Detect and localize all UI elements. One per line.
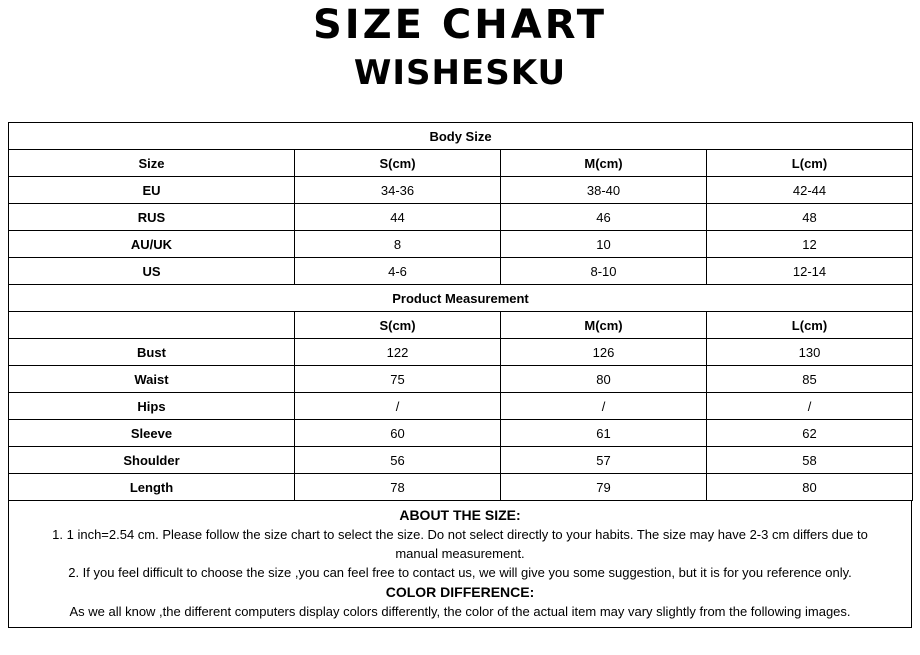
row-label-us: US [9, 258, 295, 285]
size-chart-table-wrap [8, 122, 912, 628]
table-row [9, 204, 913, 231]
cell-us-l: 12-14 [707, 258, 913, 285]
column-header-measurement-s: S(cm) [295, 312, 501, 339]
cell-eu-m: 38-40 [501, 177, 707, 204]
cell-us-s: 4-6 [295, 258, 501, 285]
column-header-m: M(cm) [501, 150, 707, 177]
row-label-hips: Hips [9, 393, 295, 420]
table-row [9, 150, 913, 177]
table-row [9, 258, 913, 285]
cell-length-m: 79 [501, 474, 707, 501]
cell-hips-s: / [295, 393, 501, 420]
cell-rus-s: 44 [295, 204, 501, 231]
column-header-s: S(cm) [295, 150, 501, 177]
cell-waist-l: 85 [707, 366, 913, 393]
table-row [9, 366, 913, 393]
cell-eu-s: 34-36 [295, 177, 501, 204]
cell-waist-s: 75 [295, 366, 501, 393]
table-row [9, 420, 913, 447]
cell-shoulder-m: 57 [501, 447, 707, 474]
row-label-waist: Waist [9, 366, 295, 393]
cell-rus-m: 46 [501, 204, 707, 231]
section-heading-body-size: Body Size [9, 123, 913, 150]
column-header-measurement-l: L(cm) [707, 312, 913, 339]
cell-hips-m: / [501, 393, 707, 420]
row-label-rus: RUS [9, 204, 295, 231]
about-the-size-line-2: 2. If you feel difficult to choose the size ,you can feel free to contact us, we will give you some suggestion, but it is for you reference only. [68, 565, 852, 580]
table-row [9, 339, 913, 366]
row-label-bust: Bust [9, 339, 295, 366]
cell-rus-l: 48 [707, 204, 913, 231]
column-header-size: Size [9, 150, 295, 177]
row-label-length: Length [9, 474, 295, 501]
cell-length-s: 78 [295, 474, 501, 501]
table-row [9, 285, 913, 312]
about-the-size-line-1: 1. 1 inch=2.54 cm. Please follow the size chart to select the size. Do not select directly to your habits. The size may have 2-3 cm differs due to [52, 527, 868, 542]
cell-eu-l: 42-44 [707, 177, 913, 204]
cell-au-uk-s: 8 [295, 231, 501, 258]
cell-shoulder-s: 56 [295, 447, 501, 474]
title-block [0, 0, 920, 94]
cell-waist-m: 80 [501, 366, 707, 393]
table-row [9, 312, 913, 339]
column-header-measurement-blank [9, 312, 295, 339]
cell-us-m: 8-10 [501, 258, 707, 285]
row-label-shoulder: Shoulder [9, 447, 295, 474]
cell-au-uk-m: 10 [501, 231, 707, 258]
section-heading-product-measurement: Product Measurement [9, 285, 913, 312]
cell-shoulder-l: 58 [707, 447, 913, 474]
cell-bust-l: 130 [707, 339, 913, 366]
column-header-l: L(cm) [707, 150, 913, 177]
about-the-size-title: ABOUT THE SIZE: [399, 507, 521, 523]
row-label-eu: EU [9, 177, 295, 204]
cell-sleeve-l: 62 [707, 420, 913, 447]
cell-bust-s: 122 [295, 339, 501, 366]
color-difference-title: COLOR DIFFERENCE: [385, 584, 535, 600]
table-row [9, 177, 913, 204]
cell-sleeve-m: 61 [501, 420, 707, 447]
row-label-sleeve: Sleeve [9, 420, 295, 447]
cell-length-l: 80 [707, 474, 913, 501]
color-difference-line: As we all know ,the different computers display colors differently, the color of the actual item may vary slightly from the following images. [69, 604, 851, 619]
table-row [9, 231, 913, 258]
cell-sleeve-s: 60 [295, 420, 501, 447]
table-row [9, 447, 913, 474]
page-title: SIZE CHART [312, 2, 608, 48]
column-header-measurement-m: M(cm) [501, 312, 707, 339]
cell-au-uk-l: 12 [707, 231, 913, 258]
brand-name: WISHESKU [353, 53, 567, 93]
table-row [9, 393, 913, 420]
about-the-size-line-1b: manual measurement. [395, 546, 525, 561]
cell-bust-m: 126 [501, 339, 707, 366]
table-row [9, 474, 913, 501]
size-chart-table [8, 122, 913, 501]
table-row [9, 123, 913, 150]
cell-hips-l: / [707, 393, 913, 420]
row-label-au-uk: AU/UK [9, 231, 295, 258]
notes-block [8, 501, 912, 628]
